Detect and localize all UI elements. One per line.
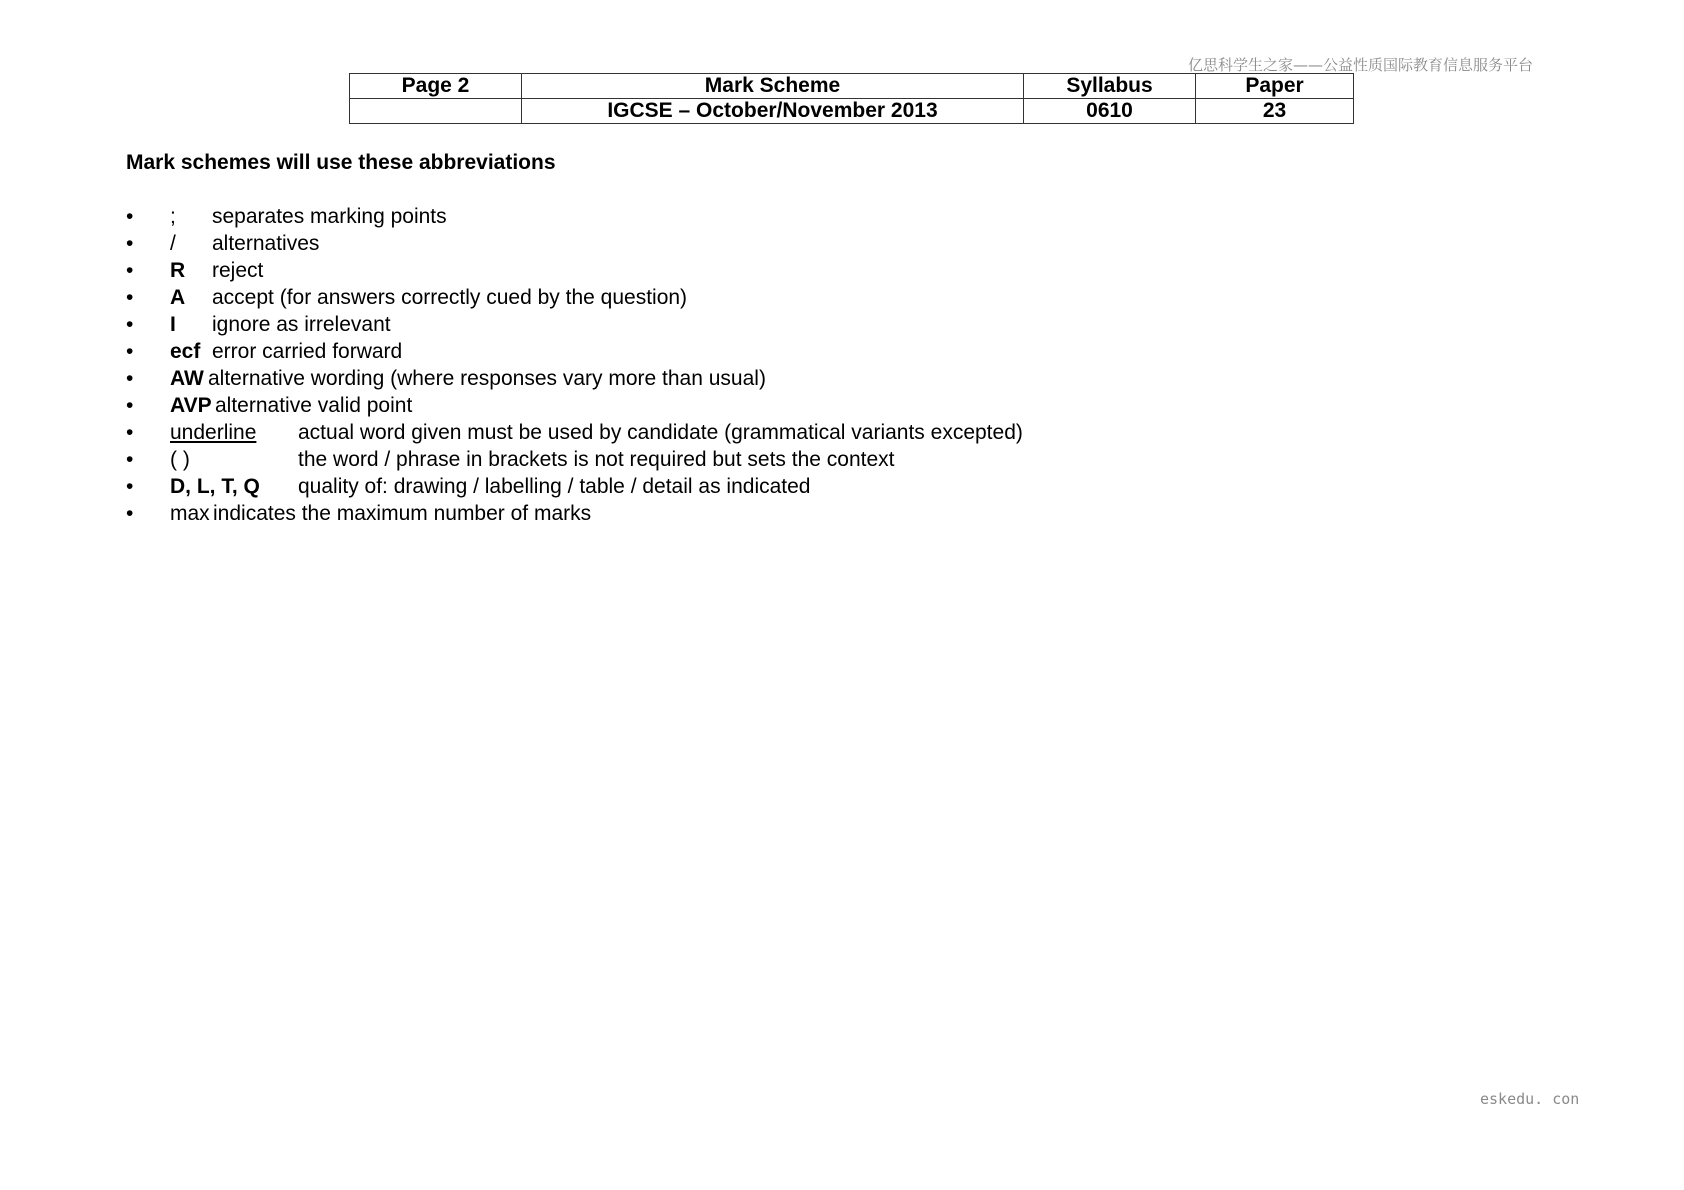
abbreviation-term: R	[170, 259, 186, 282]
abbreviation-term: AW	[170, 367, 204, 390]
empty-cell	[350, 99, 522, 124]
abbreviation-description: separates marking points	[212, 205, 447, 228]
bullet: •	[126, 448, 134, 471]
abbreviation-description: actual word given must be used by candidate (grammatical variants excepted)	[298, 421, 1023, 444]
watermark-top: 亿思科学生之家——公益性质国际教育信息服务平台	[1188, 56, 1534, 74]
abbreviation-term: ecf	[170, 340, 201, 363]
abbreviation-term: A	[170, 286, 186, 309]
abbreviation-description: alternative wording (where responses vary more than usual)	[208, 367, 766, 390]
bullet: •	[126, 259, 134, 282]
header-row-2	[350, 99, 1354, 124]
bullet: •	[126, 394, 134, 417]
bullet: •	[126, 313, 134, 336]
abbreviation-term: ;	[170, 205, 176, 228]
page-number-cell: Page 2	[350, 74, 522, 99]
syllabus-code-cell: 0610	[1024, 99, 1196, 124]
bullet: •	[126, 475, 134, 498]
watermark-bottom: eskedu. con	[1480, 1090, 1580, 1108]
bullet: •	[126, 205, 134, 228]
syllabus-label-cell: Syllabus	[1024, 74, 1196, 99]
abbreviation-term: I	[170, 313, 176, 336]
paper-number-cell: 23	[1196, 99, 1354, 124]
abbreviation-term: AVP	[170, 394, 212, 417]
header-row-1	[350, 74, 1354, 99]
bullet: •	[126, 286, 134, 309]
abbreviation-description: reject	[212, 259, 264, 282]
bullet: •	[126, 421, 134, 444]
abbreviation-description: alternative valid point	[215, 394, 413, 417]
abbreviation-description: accept (for answers correctly cued by the question)	[212, 286, 688, 309]
abbreviation-description: the word / phrase in brackets is not required but sets the context	[298, 448, 895, 471]
bullet: •	[126, 340, 134, 363]
section-heading: Mark schemes will use these abbreviations	[126, 151, 556, 174]
abbreviation-term: D, L, T, Q	[170, 475, 260, 498]
bullet: •	[126, 232, 134, 255]
paper-label-cell: Paper	[1196, 74, 1354, 99]
exam-session-cell: IGCSE – October/November 2013	[522, 99, 1024, 124]
bullet: •	[126, 367, 134, 390]
abbreviation-term: /	[170, 232, 176, 255]
abbreviation-description: error carried forward	[212, 340, 403, 363]
abbreviation-description: alternatives	[212, 232, 320, 255]
mark-scheme-cell: Mark Scheme	[522, 74, 1024, 99]
abbreviation-term: max	[170, 502, 210, 525]
abbreviation-description: ignore as irrelevant	[212, 313, 391, 336]
header-table	[349, 73, 1354, 124]
abbreviation-term: underline	[170, 421, 257, 444]
bullet: •	[126, 502, 134, 525]
abbreviation-term: ( )	[170, 448, 190, 471]
abbreviation-description: quality of: drawing / labelling / table / detail as indicated	[298, 475, 811, 498]
abbreviation-description: indicates the maximum number of marks	[213, 502, 592, 525]
